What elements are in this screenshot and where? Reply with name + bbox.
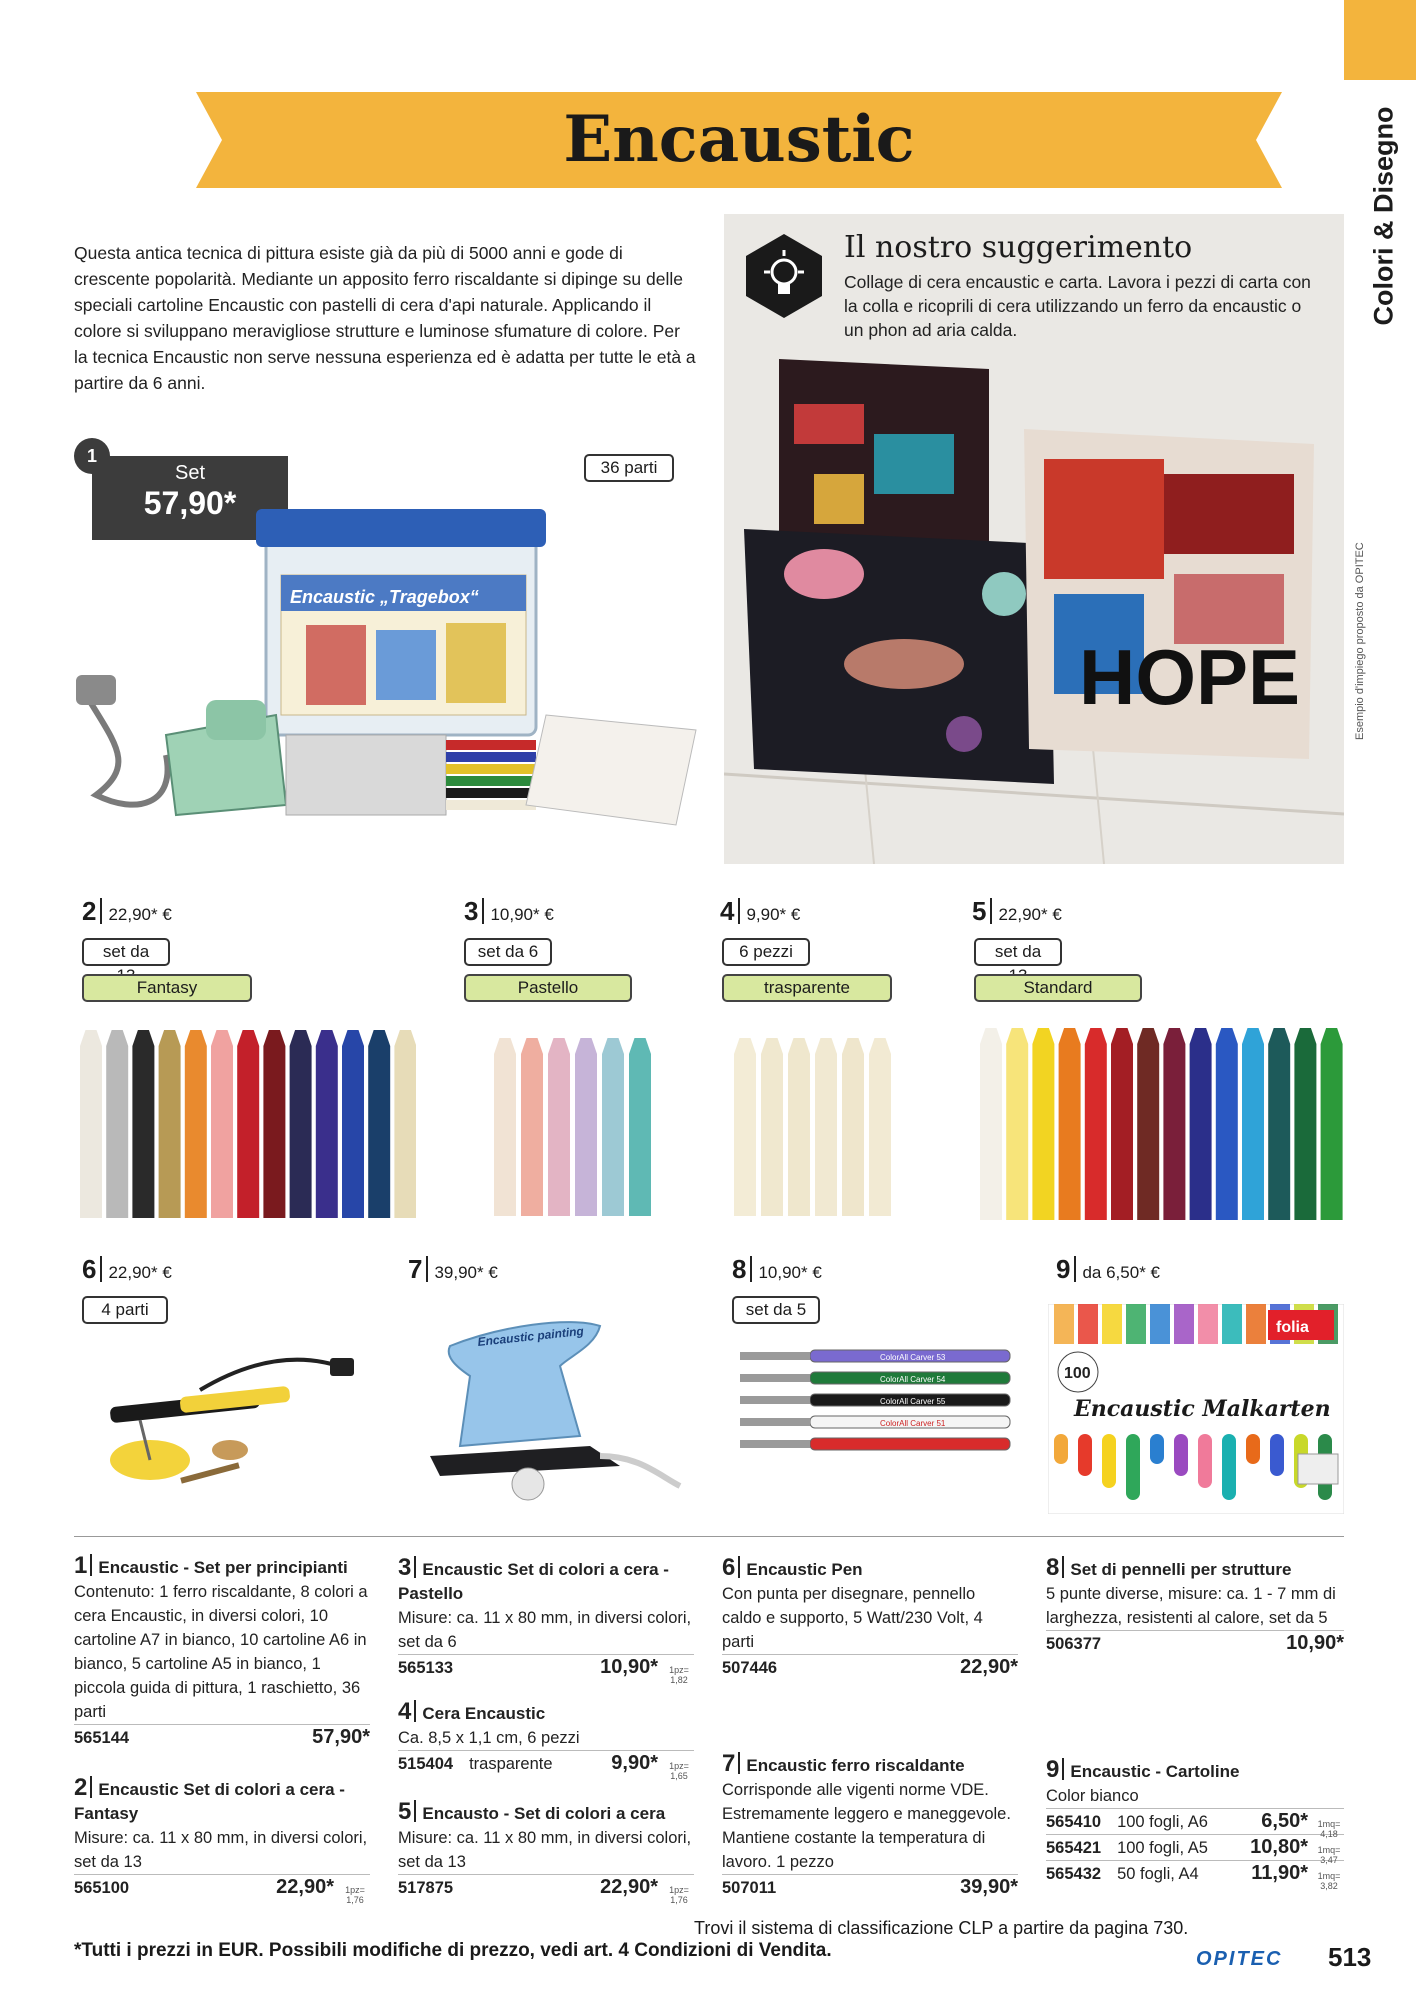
paint-drip	[1126, 1434, 1140, 1500]
desc-1	[74, 1554, 370, 1750]
desc-9-order-row: 565410 100 fogli, A6 6,50* 1mq= 4,18	[1046, 1808, 1344, 1834]
crayon	[132, 1030, 154, 1218]
paint-drip	[1246, 1304, 1266, 1344]
encaustic-cards-image	[1048, 1304, 1344, 1514]
crayon	[1268, 1028, 1290, 1220]
cards-count: 100	[1064, 1365, 1091, 1382]
crayon	[316, 1030, 338, 1218]
tile-7-header: 7 39,90* €	[408, 1254, 498, 1284]
set-parts-pill: 36 parti	[584, 454, 674, 482]
desc-8-title: 8 Set di pennelli per strutture	[1046, 1554, 1292, 1581]
desc-9-title: 9 Encaustic - Cartoline	[1046, 1756, 1240, 1783]
tile-5-pill: set da	[974, 938, 1062, 966]
desc-7-order-row: 507011 39,90*	[722, 1876, 1018, 1898]
desc-8-order-row: 506377 10,90*	[1046, 1632, 1344, 1654]
desc-7	[722, 1752, 1018, 1900]
desc-8-body: 5 punte diverse, misure: ca. 1 - 7 mm di larghezza, resistenti al calore, set da 5	[1046, 1585, 1336, 1627]
crayon	[1216, 1028, 1238, 1220]
desc-5	[398, 1798, 694, 1905]
desc-1-body: Contenuto: 1 ferro riscaldante, 8 colori a cera Encaustic, in diversi colori, 10 cartoline A7 in bianco, 10 cartoline A6 in bianco, 5 cartoline A5 in bianco, 1 piccola guida di pittura, 1 raschietto, 36 parti	[74, 1583, 368, 1721]
brushes-image	[730, 1330, 1020, 1470]
paint-drip	[1078, 1304, 1098, 1344]
paint-drip	[1054, 1304, 1074, 1344]
desc-1-title: 1 Encaustic - Set per principianti	[74, 1552, 348, 1579]
tile-8-header: 8 10,90* €	[732, 1254, 822, 1284]
starter-set-image	[76, 505, 706, 835]
desc-9-order-row: 565421 100 fogli, A5 10,80* 1mq= 3,47	[1046, 1834, 1344, 1860]
tile-5-variant: Standard	[974, 974, 1142, 1002]
paint-drip	[1102, 1434, 1116, 1488]
desc-5-title: 5 Encausto - Set di colori a cera	[398, 1798, 666, 1825]
tile-4-pill: 6 pezzi	[722, 938, 810, 966]
cards-brand: folia	[1276, 1319, 1309, 1336]
tip-text: Collage di cera encaustic e carta. Lavora i pezzi di carta con la colla e ricoprili di cera utilizzando un ferro da encaustic o un phon ad aria calda.	[844, 272, 1311, 340]
crayon	[494, 1038, 516, 1216]
crayons-fantasy-image	[76, 1028, 416, 1224]
crayon	[521, 1038, 543, 1216]
tile-3-header: 3 10,90* €	[464, 896, 554, 926]
desc-2-order-row: 565100 22,90* 1pz= 1,76	[74, 1874, 370, 1900]
paint-drip	[1078, 1434, 1092, 1476]
tile-9-header: 9 da 6,50* €	[1056, 1254, 1160, 1284]
intro-text: Questa antica tecnica di pittura esiste già da più di 5000 anni e gode di crescente popolarità. Mediante un apposito ferro riscaldante si dipinge su delle speciali cartoline Encaustic con pastelli di cera d'api naturale. Applicando il colore si sviluppano meravigliose strutture e luminose sfumature di colore. Per la tecnica Encaustic non serve nessuna esperienza ed è adatta per tutte le età a partire da 6 anni.	[74, 243, 696, 393]
brand-logo: OPITEC	[1196, 1948, 1283, 1970]
clp-note: Trovi il sistema di classificazione CLP a partire da pagina 730.	[694, 1918, 1189, 1938]
price-footnote: *Tutti i prezzi in EUR. Possibili modifiche di prezzo, vedi art. 4 Condizioni di Vendita.	[74, 1940, 832, 1961]
tile-2-pill: set da	[82, 938, 170, 966]
section-divider	[74, 1536, 1344, 1537]
desc-3	[398, 1554, 694, 1685]
desc-6	[722, 1556, 1018, 1680]
crayon-row	[494, 1038, 651, 1216]
crayon	[734, 1038, 756, 1216]
tile-5-header: 5 22,90* €	[972, 896, 1062, 926]
lightbulb-icon	[740, 232, 828, 320]
desc-9-body: Color bianco	[1046, 1787, 1139, 1805]
crayon-row	[734, 1038, 891, 1216]
encaustic-pen-image	[80, 1330, 360, 1490]
crayon	[368, 1030, 390, 1218]
crayon-row	[980, 1028, 1343, 1220]
brush-label: ColorAll Carver 51	[880, 1419, 946, 1428]
brush-label: ColorAll Carver 55	[880, 1397, 946, 1406]
desc-3-body: Misure: ca. 11 x 80 mm, in diversi colori, set da 6	[398, 1609, 692, 1651]
box-label: Encaustic „Tragebox“	[290, 587, 479, 607]
crayon	[1111, 1028, 1133, 1220]
crayon	[394, 1030, 416, 1218]
crayon	[1137, 1028, 1159, 1220]
paint-drip	[1270, 1434, 1284, 1476]
tile-2-variant: Fantasy	[82, 974, 252, 1002]
paint-drip	[1198, 1304, 1218, 1344]
section-corner-tab	[1344, 0, 1416, 80]
paint-drip	[1174, 1434, 1188, 1476]
crayon	[548, 1038, 570, 1216]
desc-9	[1046, 1756, 1344, 1891]
set-number: 1	[74, 438, 110, 474]
encaustic-iron-image	[420, 1306, 690, 1506]
paint-drip	[1150, 1434, 1164, 1464]
tile-2-header: 2 22,90* €	[82, 896, 172, 926]
paint-drip	[1150, 1304, 1170, 1344]
desc-4	[398, 1698, 694, 1781]
brush-tip	[740, 1374, 810, 1382]
brush-handle	[810, 1438, 1010, 1450]
crayon	[869, 1038, 891, 1216]
crayon	[80, 1030, 102, 1218]
crayon	[211, 1030, 233, 1218]
tile-6-pill: 4 parti	[82, 1296, 168, 1324]
crayons-standard-image	[976, 1026, 1346, 1226]
desc-3-order-row: 565133 10,90* 1pz= 1,82	[398, 1654, 694, 1680]
tile-4-header: 4 9,90* €	[720, 896, 801, 926]
crayon	[1059, 1028, 1081, 1220]
crayons-transparent-image	[730, 1036, 896, 1222]
crayon	[1085, 1028, 1107, 1220]
crayon	[1190, 1028, 1212, 1220]
desc-8	[1046, 1556, 1344, 1656]
paint-drip	[1246, 1434, 1260, 1464]
desc-5-body: Misure: ca. 11 x 80 mm, in diversi colori, set da 13	[398, 1829, 692, 1871]
paint-drip	[1222, 1304, 1242, 1344]
crayon	[602, 1038, 624, 1216]
desc-4-title: 4 Cera Encaustic	[398, 1698, 546, 1725]
section-label: Colori & Disegno	[1368, 106, 1399, 326]
tile-6-header: 6 22,90* €	[82, 1254, 172, 1284]
set-label: Set	[174, 462, 206, 484]
desc-3-title: 3 Encaustic Set di colori a cera - Pastello	[398, 1554, 669, 1603]
crayon	[1242, 1028, 1264, 1220]
crayon	[1294, 1028, 1316, 1220]
paint-drip	[1054, 1434, 1068, 1464]
crayon	[342, 1030, 364, 1218]
crayon	[290, 1030, 312, 1218]
page-title: Encaustic	[563, 102, 915, 177]
crayons-pastel-image	[490, 1036, 660, 1222]
crayon	[761, 1038, 783, 1216]
tile-3-pill: set da 6	[464, 938, 552, 966]
crayon	[629, 1038, 651, 1216]
tile-4-variant: trasparente	[722, 974, 892, 1002]
paint-drip	[1174, 1304, 1194, 1344]
desc-6-title: 6 Encaustic Pen	[722, 1554, 863, 1581]
desc-2	[74, 1774, 370, 1905]
brush-tip	[740, 1440, 810, 1448]
paint-drip	[1102, 1304, 1122, 1344]
cards-title: Encaustic Malkarten	[1074, 1396, 1331, 1422]
crayon	[815, 1038, 837, 1216]
crayon	[185, 1030, 207, 1218]
brush-tip	[740, 1352, 810, 1360]
crayon-row	[80, 1030, 416, 1218]
crayon	[106, 1030, 128, 1218]
crayon	[575, 1038, 597, 1216]
desc-2-body: Misure: ca. 11 x 80 mm, in diversi colori, set da 13	[74, 1829, 368, 1871]
desc-7-title: 7 Encaustic ferro riscaldante	[722, 1750, 965, 1777]
paint-drip	[1126, 1304, 1146, 1344]
crayon	[842, 1038, 864, 1216]
tip-title: Il nostro suggerimento	[844, 230, 1193, 265]
brush-tip	[740, 1418, 810, 1426]
desc-2-title: 2 Encaustic Set di colori a cera - Fantasy	[74, 1774, 345, 1823]
desc-6-body: Con punta per disegnare, pennello caldo e supporto, 5 Watt/230 Volt, 4 parti	[722, 1585, 983, 1651]
page-number: 513	[1328, 1942, 1372, 1972]
paint-drip	[1222, 1434, 1236, 1500]
desc-9-order-row: 565432 50 fogli, A4 11,90* 1mq= 3,82	[1046, 1860, 1344, 1886]
desc-4-order-row: 515404 trasparente 9,90* 1pz= 1,65	[398, 1750, 694, 1776]
desc-5-order-row: 517875 22,90* 1pz= 1,76	[398, 1874, 694, 1900]
crayon	[1163, 1028, 1185, 1220]
crayon	[263, 1030, 285, 1218]
title-banner	[196, 92, 1282, 188]
crayon	[1321, 1028, 1343, 1220]
set-price: 57,90*	[143, 485, 237, 521]
crayon	[788, 1038, 810, 1216]
crayon	[237, 1030, 259, 1218]
crayon	[980, 1028, 1002, 1220]
crayon	[1032, 1028, 1054, 1220]
brush-label: ColorAll Carver 54	[880, 1375, 946, 1384]
tile-8-pill: set da 5	[732, 1296, 820, 1324]
desc-1-order-row: 565144 57,90*	[74, 1726, 370, 1748]
desc-7-body: Corrisponde alle vigenti norme VDE. Estremamente leggero e maneggevole. Mantiene costante la temperatura di lavoro. 1 pezzo	[722, 1781, 1011, 1871]
hope-text: HOPE	[1079, 633, 1301, 721]
tile-3-variant: Pastello	[464, 974, 632, 1002]
iron-label: Encaustic painting	[476, 1323, 585, 1349]
brush-label: ColorAll Carver 53	[880, 1353, 946, 1362]
crayon	[1006, 1028, 1028, 1220]
desc-6-order-row: 507446 22,90*	[722, 1656, 1018, 1678]
paint-drip	[1198, 1434, 1212, 1488]
brush-tip	[740, 1396, 810, 1404]
photo-credit: Esempio d'impiego proposto da OPITEC	[1354, 542, 1366, 740]
desc-4-body: Ca. 8,5 x 1,1 cm, 6 pezzi	[398, 1729, 580, 1747]
crayon	[159, 1030, 181, 1218]
